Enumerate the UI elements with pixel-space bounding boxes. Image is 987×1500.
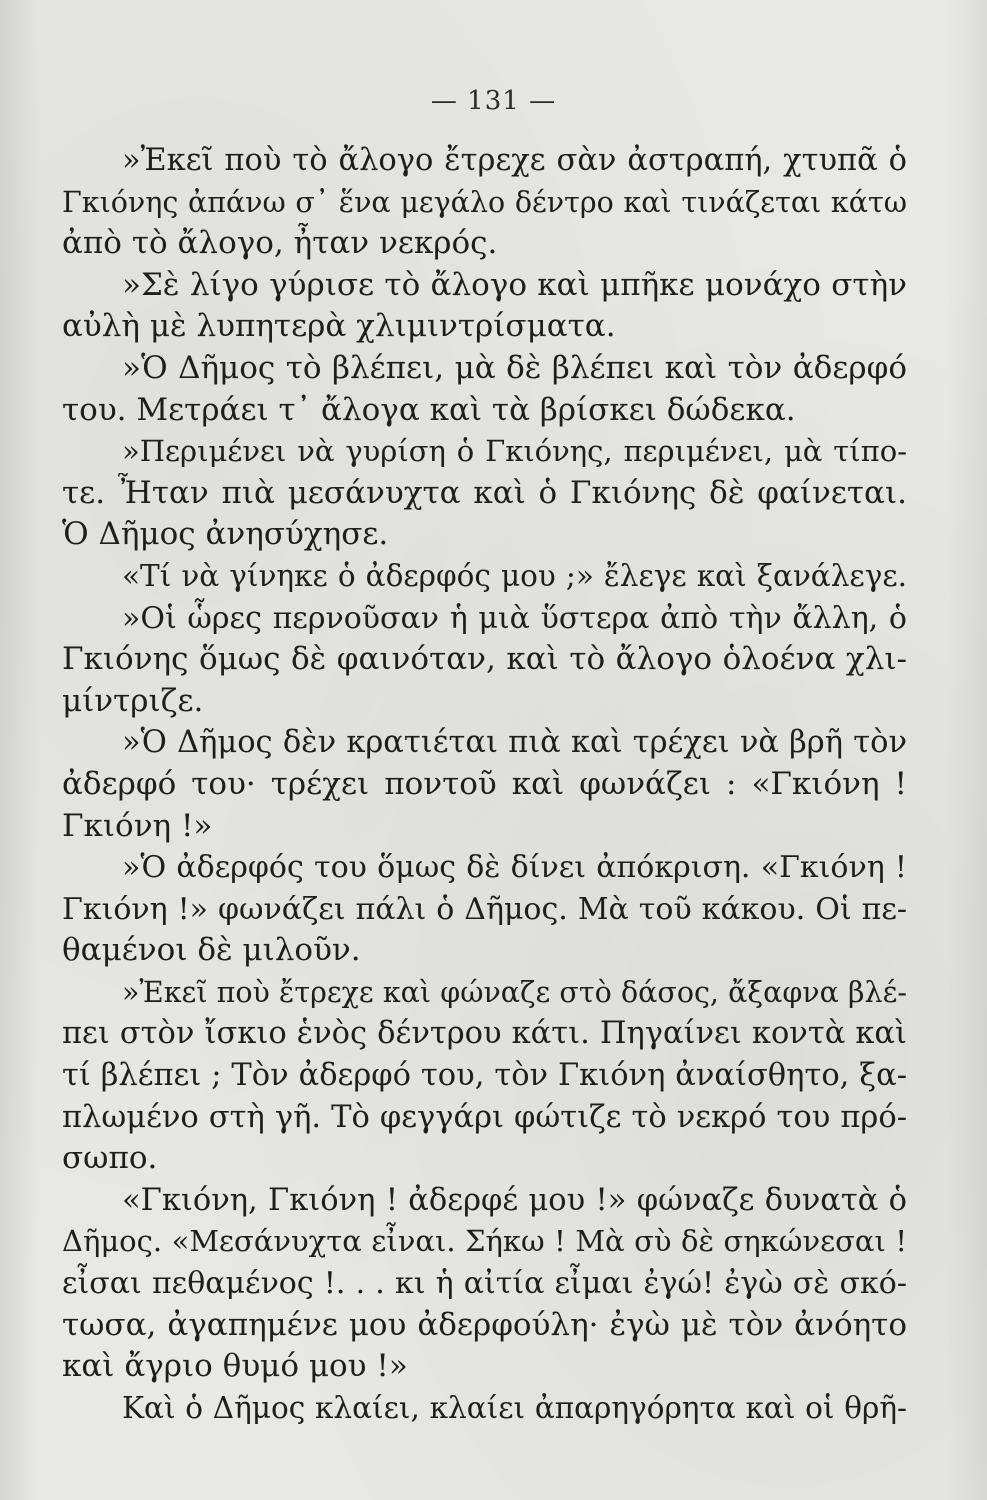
text-line: »Περιμένει νὰ γυρίση ὁ Γκιόνης, περιμένει, μὰ τίπο- [122,434,907,469]
text-line: Γκιόνη !» [62,807,213,844]
text-line: Γκιόνης ἀπάνω σ᾿ ἕνα μεγάλο δέντρο καὶ τινάζεται κάτω [62,185,907,219]
text-line: »Ὁ Δῆμος δὲν κρατιέται πιὰ καὶ τρέχει νὰ βρῆ τὸν [122,725,907,761]
text-line: μίντριζε. [62,682,204,719]
text-line: »Ἐκεῖ ποὺ ἔτρεχε καὶ φώναζε στὸ δάσος, ἄξαφνα βλέ- [122,975,907,1009]
text-line: Γκιόνη !» φωνάζει πάλι ὁ Δῆμος. Μὰ τοῦ κάκου. Οἱ πε- [62,891,907,927]
text-line: »Σὲ λίγο γύρισε τὸ ἄλογο καὶ μπῆκε μονάχο στὴν [122,266,907,303]
text-line: «Γκιόνη, Γκιόνη ! ἀδερφέ μου !» φώναζε δυνατὰ ὁ [122,1182,907,1218]
text-line: »Ἐκεῖ ποὺ τὸ ἄλογο ἔτρεχε σὰν ἀστραπή, χτυπᾶ ὁ [122,143,907,178]
text-line: »Οἱ ὧρες περνοῦσαν ἡ μιὰ ὕστερα ἀπὸ τὴν ἄλλη, ὁ [122,600,907,636]
text-line: Ὁ Δῆμος ἀνησύχησε. [62,516,389,553]
text-line: Καὶ ὁ Δῆμος κλαίει, κλαίει ἀπαρηγόρητα καὶ οἱ θρῆ- [122,1390,907,1425]
page-number: — 131 — [430,86,557,116]
body-text [62,140,907,1429]
text-line: ἀδερφό του· τρέχει ποντοῦ καὶ φωνάζει : «Γκιόνη ! [62,765,907,802]
text-line: Δῆμος. «Μεσάνυχτα εἶναι. Σήκω ! Μὰ σὺ δὲ σηκώνεσαι ! [62,1224,907,1259]
text-line: του. Μετράει τ᾿ ἄλογα καὶ τὰ βρίσκει δώδεκα. [62,391,796,428]
text-line: «Τί νὰ γίνηκε ὁ ἀδερφός μου ;» ἔλεγε καὶ ξανάλεγε. [122,558,907,593]
text-line: πλωμένο στὴ γῆ. Τὸ φεγγάρι φώτιζε τὸ νεκρό του πρό- [62,1099,907,1135]
text-line: αὐλὴ μὲ λυπητερὰ χλιμιντρίσματα. [62,308,616,345]
text-line: τωσα, ἀγαπημένε μου ἀδερφούλη· ἐγὼ μὲ τὸν ἀνόητο [62,1306,907,1343]
text-line: τε. Ἦταν πιὰ μεσάνυχτα καὶ ὁ Γκιόνης δὲ φαίνεται. [62,474,907,511]
text-line: καὶ ἄγριο θυμό μου !» [62,1348,408,1385]
text-line: τί βλέπει ; Τὸν ἀδερφό του, τὸν Γκιόνη ἀναίσθητο, ξα- [62,1058,907,1094]
text-line: πει στὸν ἴσκιο ἑνὸς δέντρου κάτι. Πηγαίνει κοντὰ καὶ [62,1016,907,1052]
text-line: εἶσαι πεθαμένος !. . . κι ἡ αἰτία εἶμαι ἐγώ! ἐγὼ σὲ σκό- [62,1266,907,1302]
text-line: σωπο. [62,1140,158,1177]
text-line: ἀπὸ τὸ ἄλογο, ἦταν νεκρός. [62,225,498,262]
text-line: Γκιόνης ὅμως δὲ φαινόταν, καὶ τὸ ἄλογο ὁλοένα χλι- [62,641,907,678]
text-line: »Ὁ ἀδερφός του ὅμως δὲ δίνει ἀπόκριση. «Γκιόνη ! [122,850,907,886]
text-line: θαμένοι δὲ μιλοῦν. [62,932,361,969]
text-line: »Ὁ Δῆμος τὸ βλέπει, μὰ δὲ βλέπει καὶ τὸν ἀδερφό [122,349,907,386]
